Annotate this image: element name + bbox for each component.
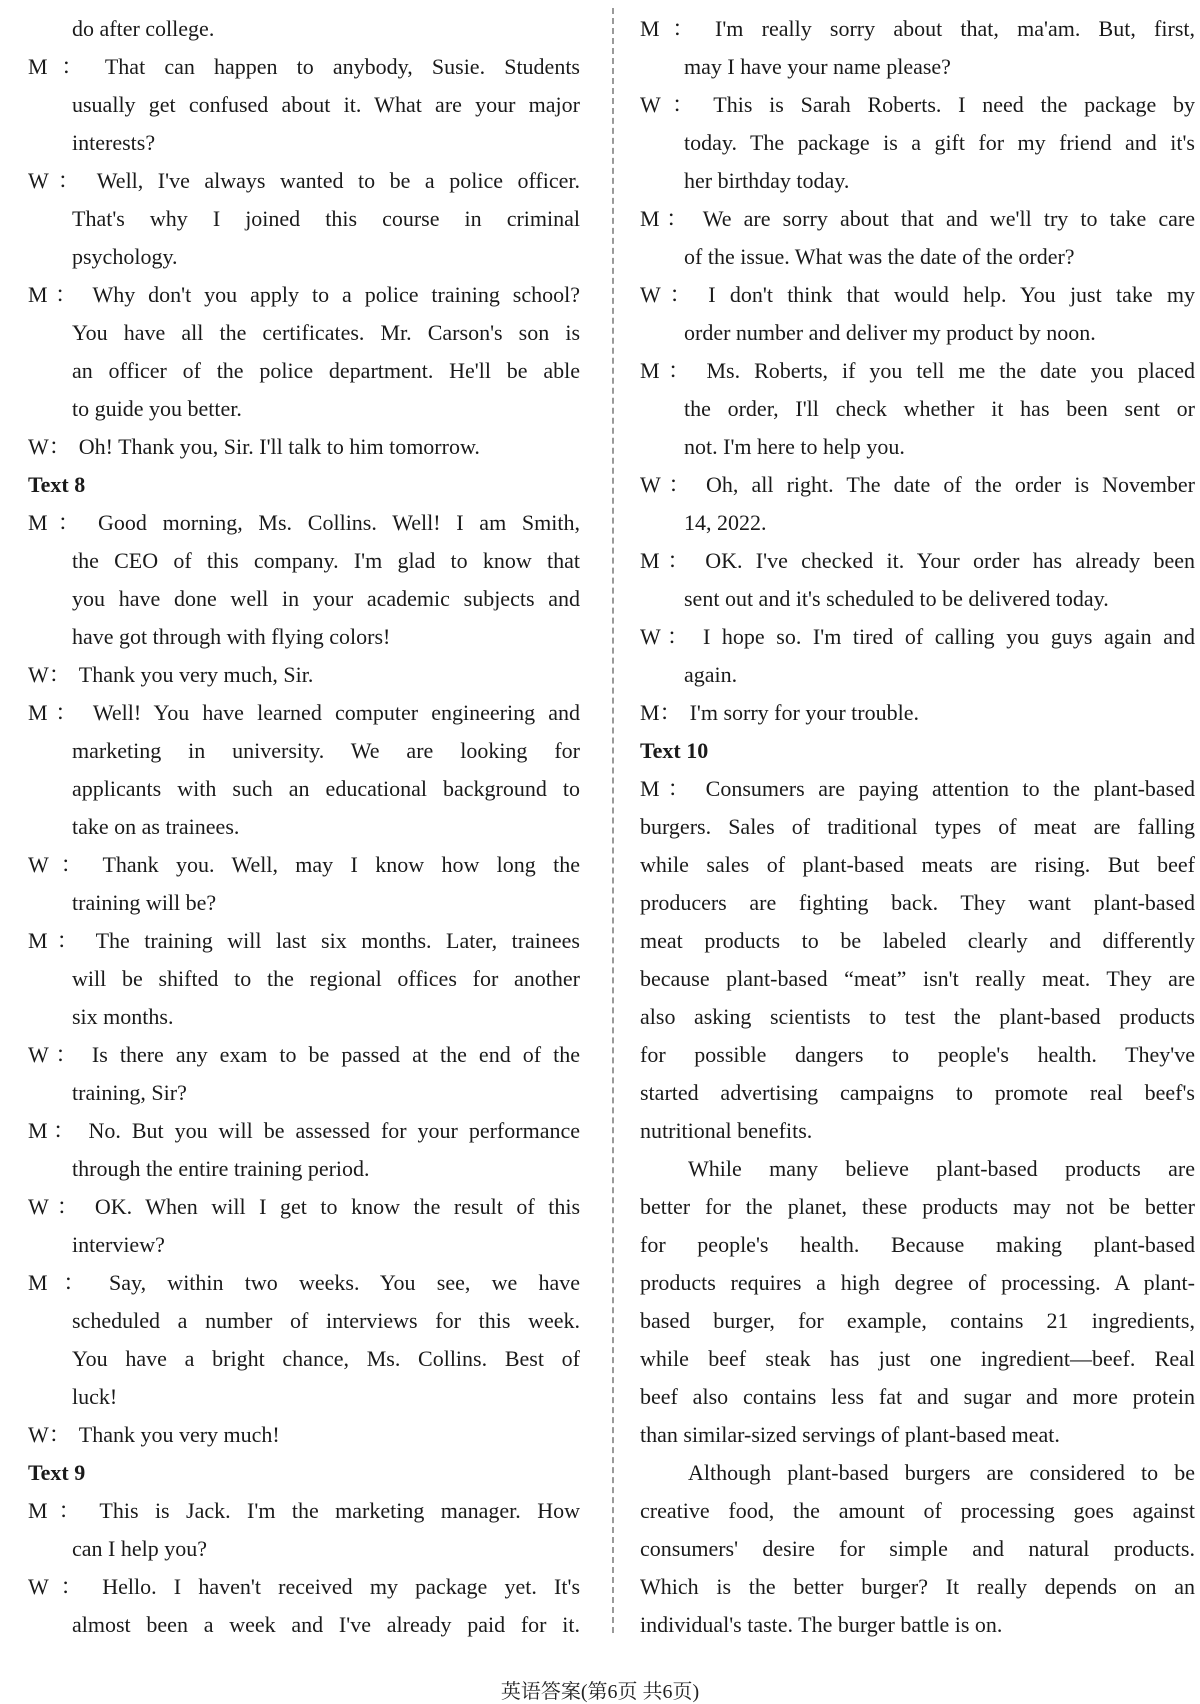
- dialogue-line: [28, 922, 580, 960]
- text-line: [640, 428, 1195, 466]
- line-text: her birthday today.: [684, 168, 850, 193]
- speaker-label: M：: [640, 16, 707, 41]
- line-text: While many believe plant-based products are: [688, 1156, 1195, 1181]
- line-text: based burger, for example, contains 21 ingredients,: [640, 1308, 1195, 1333]
- speaker-label: M：: [640, 358, 699, 383]
- line-text: almost been a week and I've already paid for it.: [72, 1612, 580, 1637]
- text-line: [28, 1378, 580, 1416]
- text-line: [640, 1416, 1195, 1454]
- text-line: [640, 998, 1195, 1036]
- dialogue-line: [28, 1112, 580, 1150]
- text-line: [28, 1530, 580, 1568]
- line-text: Good morning, Ms. Collins. Well! I am Smith,: [98, 510, 580, 535]
- line-text: marketing in university. We are looking for: [72, 738, 580, 763]
- dialogue-line: [640, 352, 1195, 390]
- line-text: nutritional benefits.: [640, 1118, 813, 1143]
- text-line: [640, 922, 1195, 960]
- line-text: Say, within two weeks. You see, we have: [109, 1270, 580, 1295]
- line-text: started advertising campaigns to promote real beef's: [640, 1080, 1195, 1105]
- line-text: We are sorry about that and we'll try to take care: [702, 206, 1195, 231]
- line-text: luck!: [72, 1384, 118, 1409]
- text-line: [28, 352, 580, 390]
- line-text: Thank you very much, Sir.: [78, 662, 314, 687]
- line-text: order number and deliver my product by noon.: [684, 320, 1096, 345]
- line-text: individual's taste. The burger battle is on.: [640, 1612, 1003, 1637]
- dialogue-line: [28, 1264, 580, 1302]
- dialogue-line: [28, 1188, 580, 1226]
- line-text: Oh, all right. The date of the order is November: [705, 472, 1195, 497]
- line-text: sent out and it's scheduled to be delivered today.: [684, 586, 1109, 611]
- speaker-label: W：: [28, 1194, 87, 1219]
- text-line: [28, 998, 580, 1036]
- dialogue-line: [28, 656, 580, 694]
- text-line: [28, 1226, 580, 1264]
- line-text: better for the planet, these products may not be better: [640, 1194, 1195, 1219]
- speaker-label: M：: [640, 776, 698, 801]
- dialogue-line: [640, 466, 1195, 504]
- text-line: [28, 1302, 580, 1340]
- text-line: [28, 542, 580, 580]
- dialogue-line: [640, 276, 1195, 314]
- text-line: [28, 1150, 580, 1188]
- line-text: Which is the better burger? It really depends on an: [640, 1574, 1195, 1599]
- speaker-label: M：: [28, 54, 97, 79]
- dialogue-line: [28, 694, 580, 732]
- dialogue-line: [28, 1416, 580, 1454]
- line-text: This is Sarah Roberts. I need the package by: [713, 92, 1195, 117]
- dialogue-line: [640, 86, 1195, 124]
- line-text: today. The package is a gift for my friend and it's: [684, 130, 1195, 155]
- text-line: [28, 732, 580, 770]
- speaker-label: W：: [28, 434, 71, 459]
- column-divider: [612, 8, 614, 1633]
- speaker-label: M：: [640, 700, 682, 725]
- line-text: 14, 2022.: [684, 510, 767, 535]
- line-text: applicants with such an educational background to: [72, 776, 580, 801]
- speaker-label: M：: [28, 700, 85, 725]
- speaker-label: W：: [28, 1574, 95, 1599]
- dialogue-line: [28, 1036, 580, 1074]
- speaker-label: M：: [28, 510, 91, 535]
- line-text: you have done well in your academic subjects and: [72, 586, 580, 611]
- speaker-label: W：: [28, 168, 89, 193]
- speaker-label: M：: [28, 1498, 92, 1523]
- line-text: I'm really sorry about that, ma'am. But, first,: [715, 16, 1195, 41]
- line-text: than similar-sized servings of plant-based meat.: [640, 1422, 1060, 1447]
- line-text: No. But you will be assessed for your performance: [88, 1118, 580, 1143]
- dialogue-line: [28, 162, 580, 200]
- text-line: [640, 1568, 1195, 1606]
- text-line: [640, 1302, 1195, 1340]
- line-text: Hello. I haven't received my package yet. It's: [102, 1574, 580, 1599]
- text-line: [28, 10, 580, 48]
- line-text: six months.: [72, 1004, 174, 1029]
- line-text: producers are fighting back. They want plant-based: [640, 890, 1195, 915]
- line-text: training, Sir?: [72, 1080, 187, 1105]
- line-text: Is there any exam to be passed at the end of the: [91, 1042, 580, 1067]
- line-text: OK. I've checked it. Your order has already been: [705, 548, 1195, 573]
- text-line: [640, 314, 1195, 352]
- line-text: The training will last six months. Later, trainees: [95, 928, 580, 953]
- line-text: not. I'm here to help you.: [684, 434, 905, 459]
- line-text: take on as trainees.: [72, 814, 240, 839]
- speaker-label: W：: [640, 624, 695, 649]
- line-text: the order, I'll check whether it has been sent or: [684, 396, 1195, 421]
- line-text: Why don't you apply to a police training school?: [92, 282, 580, 307]
- text-line: [28, 124, 580, 162]
- line-text: OK. When will I get to know the result of this: [94, 1194, 580, 1219]
- dialogue-line: [28, 504, 580, 542]
- line-text: products requires a high degree of processing. A plant-: [640, 1270, 1195, 1295]
- dialogue-line: [28, 48, 580, 86]
- text-line: [640, 1530, 1195, 1568]
- line-text: beef also contains less fat and sugar and more protein: [640, 1384, 1195, 1409]
- line-text: usually get confused about it. What are your major: [72, 92, 580, 117]
- speaker-label: W：: [28, 1042, 84, 1067]
- text-line: [640, 808, 1195, 846]
- line-text: for people's health. Because making plant-based: [640, 1232, 1195, 1257]
- text-line: [640, 580, 1195, 618]
- dialogue-line: [28, 428, 580, 466]
- speaker-label: W：: [640, 282, 701, 307]
- line-text: to guide you better.: [72, 396, 242, 421]
- text-line: [640, 656, 1195, 694]
- line-text: Thank you very much!: [78, 1422, 280, 1447]
- left-column: [28, 10, 580, 1644]
- line-text: That can happen to anybody, Susie. Students: [104, 54, 580, 79]
- text-line: [28, 618, 580, 656]
- dialogue-line: [640, 618, 1195, 656]
- dialogue-line: [640, 770, 1195, 808]
- speaker-label: W：: [640, 472, 698, 497]
- text-line: [640, 162, 1195, 200]
- line-text: I don't think that would help. You just take my: [708, 282, 1195, 307]
- line-text: I'm sorry for your trouble.: [689, 700, 919, 725]
- text-line: [640, 1150, 1195, 1188]
- line-text: through the entire training period.: [72, 1156, 370, 1181]
- text-line: [640, 960, 1195, 998]
- line-text: because plant-based “meat” isn't really meat. They are: [640, 966, 1195, 991]
- line-text: interests?: [72, 130, 156, 155]
- line-text: also asking scientists to test the plant-based products: [640, 1004, 1195, 1029]
- line-text: while beef steak has just one ingredient—beef. Real: [640, 1346, 1195, 1371]
- line-text: for possible dangers to people's health. They've: [640, 1042, 1195, 1067]
- right-column: [640, 10, 1195, 1644]
- line-text: consumers' desire for simple and natural products.: [640, 1536, 1195, 1561]
- speaker-label: W：: [28, 852, 95, 877]
- speaker-label: M：: [28, 928, 88, 953]
- text-line: [28, 1606, 580, 1644]
- speaker-label: M：: [28, 1118, 81, 1143]
- line-text: interview?: [72, 1232, 165, 1257]
- text-line: [640, 504, 1195, 542]
- speaker-label: M：: [640, 548, 698, 573]
- line-text: will be shifted to the regional offices for another: [72, 966, 580, 991]
- speaker-label: M：: [28, 1270, 102, 1295]
- dialogue-line: [28, 276, 580, 314]
- text-line: [28, 1340, 580, 1378]
- text-line: [640, 846, 1195, 884]
- dialogue-line: [640, 10, 1195, 48]
- line-text: meat products to be labeled clearly and differently: [640, 928, 1195, 953]
- line-text: You have all the certificates. Mr. Carson's son is: [72, 320, 580, 345]
- page-footer: 英语答案(第6页 共6页): [500, 1681, 700, 1703]
- text-line: [640, 1188, 1195, 1226]
- line-text: Well! You have learned computer engineering and: [92, 700, 580, 725]
- speaker-label: W：: [28, 1422, 71, 1447]
- line-text: I hope so. I'm tired of calling you guys again and: [702, 624, 1195, 649]
- text-line: [28, 884, 580, 922]
- text-line: [640, 238, 1195, 276]
- text-line: [640, 1226, 1195, 1264]
- text-line: [28, 314, 580, 352]
- text-line: [640, 124, 1195, 162]
- text-line: [640, 1606, 1195, 1644]
- line-text: Oh! Thank you, Sir. I'll talk to him tomorrow.: [78, 434, 480, 459]
- line-text: an officer of the police department. He'll be able: [72, 358, 580, 383]
- text-line: [640, 1340, 1195, 1378]
- text-line: [640, 1074, 1195, 1112]
- line-text: creative food, the amount of processing goes against: [640, 1498, 1195, 1523]
- line-text: This is Jack. I'm the marketing manager. How: [99, 1498, 580, 1523]
- text-line: [28, 808, 580, 846]
- line-text: You have a bright chance, Ms. Collins. Best of: [72, 1346, 580, 1371]
- line-text: Ms. Roberts, if you tell me the date you placed: [706, 358, 1195, 383]
- dialogue-line: [28, 1492, 580, 1530]
- line-text: psychology.: [72, 244, 178, 269]
- dialogue-line: [28, 1568, 580, 1606]
- text-line: [28, 390, 580, 428]
- text-line: [28, 960, 580, 998]
- line-text: That's why I joined this course in criminal: [72, 206, 580, 231]
- dialogue-line: [640, 200, 1195, 238]
- dialogue-line: [640, 694, 1195, 732]
- text-line: [28, 580, 580, 618]
- text-line: [640, 1492, 1195, 1530]
- line-text: Well, I've always wanted to be a police officer.: [96, 168, 580, 193]
- line-text: can I help you?: [72, 1536, 207, 1561]
- text-line: [28, 86, 580, 124]
- speaker-label: M：: [28, 282, 85, 307]
- text-line: [640, 884, 1195, 922]
- speaker-label: M：: [640, 206, 695, 231]
- speaker-label: W：: [640, 92, 706, 117]
- line-text: training will be?: [72, 890, 217, 915]
- text-line: [640, 390, 1195, 428]
- dialogue-line: [640, 542, 1195, 580]
- line-text: burgers. Sales of traditional types of meat are falling: [640, 814, 1195, 839]
- text-line: [28, 200, 580, 238]
- line-text: have got through with flying colors!: [72, 624, 391, 649]
- text-line: [640, 1264, 1195, 1302]
- text-line: [28, 770, 580, 808]
- line-text: Although plant-based burgers are considered to be: [688, 1460, 1195, 1485]
- line-text: again.: [684, 662, 738, 687]
- line-text: while sales of plant-based meats are rising. But beef: [640, 852, 1195, 877]
- text-line: [28, 238, 580, 276]
- line-text: Thank you. Well, may I know how long the: [102, 852, 580, 877]
- line-text: the CEO of this company. I'm glad to know that: [72, 548, 580, 573]
- line-text: may I have your name please?: [684, 54, 951, 79]
- section-heading: Text 10: [640, 738, 709, 763]
- text-line: [640, 48, 1195, 86]
- text-line: [640, 1454, 1195, 1492]
- line-text: do after college.: [72, 16, 215, 41]
- text-line: [640, 1112, 1195, 1150]
- text-line: [640, 1378, 1195, 1416]
- text-line: [640, 1036, 1195, 1074]
- line-text: scheduled a number of interviews for this week.: [72, 1308, 580, 1333]
- text-line: [28, 1074, 580, 1112]
- section-heading: Text 9: [28, 1460, 86, 1485]
- line-text: Consumers are paying attention to the plant-based: [705, 776, 1195, 801]
- speaker-label: W：: [28, 662, 71, 687]
- line-text: of the issue. What was the date of the order?: [684, 244, 1075, 269]
- dialogue-line: [28, 846, 580, 884]
- section-heading: Text 8: [28, 472, 86, 497]
